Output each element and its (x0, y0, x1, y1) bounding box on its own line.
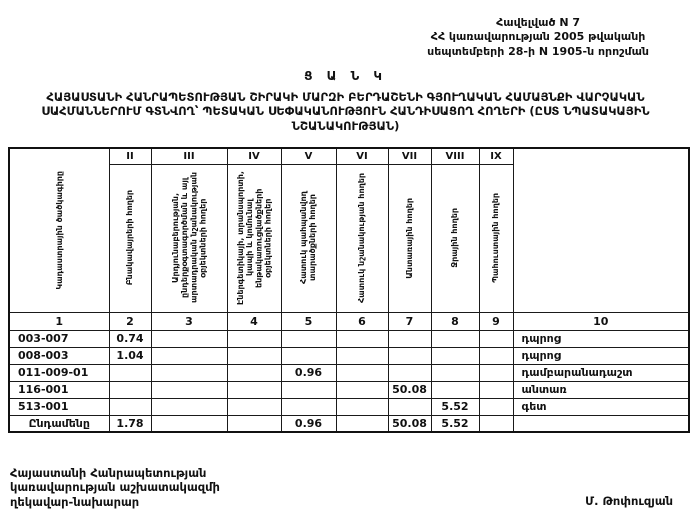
decree-line: ՀՀ կառավարության 2005 թվականի (430, 30, 646, 44)
index-cell: 1 (9, 312, 109, 330)
total-value-cell: 50.08 (388, 415, 431, 432)
cadastral-code-cell: 008-003 (9, 347, 109, 364)
note-cell: անտառ (513, 381, 689, 398)
list-heading: Ց Ա Ն Կ (304, 68, 387, 83)
numeral-ii: II (109, 148, 151, 164)
table-row (9, 330, 689, 347)
header-note-column (513, 148, 689, 312)
value-cell (227, 347, 281, 364)
header-protected-lands: Հատուկ պահպանվող տարածքների հողեր (281, 164, 336, 312)
table-row (9, 364, 689, 381)
signatory-title-block (10, 466, 220, 509)
total-label-cell: Ընդամենը (9, 415, 109, 432)
header-special-purpose-lands: Հատուկ նշանակության հողեր (336, 164, 388, 312)
value-cell (479, 347, 513, 364)
value-cell: 50.08 (388, 381, 431, 398)
value-cell: 5.52 (431, 398, 479, 415)
total-value-cell (336, 415, 388, 432)
value-cell (151, 381, 227, 398)
total-row (9, 415, 689, 432)
numeral-vi: VI (336, 148, 388, 164)
value-cell: 0.96 (281, 364, 336, 381)
index-cell: 9 (479, 312, 513, 330)
value-cell (227, 330, 281, 347)
numeral-ix: IX (479, 148, 513, 164)
cadastral-code-cell: 513-001 (9, 398, 109, 415)
value-cell: 1.04 (109, 347, 151, 364)
value-cell (388, 347, 431, 364)
numeral-iii: III (151, 148, 227, 164)
header-settlement-lands: Բնակավայրերի հողեր (109, 164, 151, 312)
index-cell: 3 (151, 312, 227, 330)
note-cell: դամբարանադաշտ (513, 364, 689, 381)
value-cell: 0.74 (109, 330, 151, 347)
header-infrastructure-lands: Էներգետիկայի, տրանսպորտի, կապի և կոմունալ ենթակառուցվածքների օբյեկտների հողեր (227, 164, 281, 312)
signature-name: Մ. Թոփուզյան (585, 493, 673, 508)
value-cell (336, 347, 388, 364)
index-cell: 6 (336, 312, 388, 330)
value-cell (281, 398, 336, 415)
value-cell (479, 330, 513, 347)
header-industrial-lands: Արդյունաբերության, ընդերքօգտագործման և այլ արտադրական նշանակության օբյեկտների հողեր (151, 164, 227, 312)
note-cell: գետ (513, 398, 689, 415)
value-cell (479, 381, 513, 398)
signatory-line: Հայաստանի Հանրապետության (10, 466, 207, 480)
value-cell (336, 364, 388, 381)
value-cell (281, 347, 336, 364)
cadastral-code-label: Կադաստրային ծածկագիրը (54, 170, 64, 290)
value-cell (336, 398, 388, 415)
total-value-cell: 0.96 (281, 415, 336, 432)
value-cell (431, 330, 479, 347)
value-cell (479, 364, 513, 381)
total-value-cell: 5.52 (431, 415, 479, 432)
index-cell: 7 (388, 312, 431, 330)
cadastral-code-cell: 011-009-01 (9, 364, 109, 381)
value-cell (431, 364, 479, 381)
note-cell: դպրոց (513, 347, 689, 364)
header-cadastral-code (9, 148, 109, 312)
value-cell (336, 381, 388, 398)
index-cell: 4 (227, 312, 281, 330)
value-cell (151, 330, 227, 347)
document-title: ՀԱՅԱՍՏԱՆԻ ՀԱՆՐԱՊԵՏՈՒԹՅԱՆ ՇԻՐԱԿԻ ՄԱՐԶԻ ԲԵՐԴԱՇԵՆԻ ԳՅՈՒՂԱԿԱՆ ՀԱՄԱՅՆՔԻ ՎԱՐՉԱԿԱՆ ՍԱՀՄԱՆՆԵՐՈՒՄ ԳՏՆՎՈՂ՝ ՊԵՏԱԿԱՆ ՍԵՓԱԿԱՆՈՒԹՅՈՒՆ ՀԱՆԴԻՍԱՑՈՂ ՀՈՂԵՐԻ (ԸՍՏ ՆՊԱՏԱԿԱՅԻՆ ՆՇԱՆԱԿՈՒԹՅԱՆ) (41, 89, 650, 133)
value-cell (388, 364, 431, 381)
total-value-cell (227, 415, 281, 432)
cadastral-code-cell: 003-007 (9, 330, 109, 347)
header-water-lands: Ջրային հողեր (431, 164, 479, 312)
value-cell (431, 381, 479, 398)
numeral-iv: IV (227, 148, 281, 164)
cadastral-code-cell: 116-001 (9, 381, 109, 398)
value-cell (388, 330, 431, 347)
header-reserve-lands: Պահուստային հողեր (479, 164, 513, 312)
value-cell (109, 398, 151, 415)
index-cell: 5 (281, 312, 336, 330)
total-value-cell: 1.78 (109, 415, 151, 432)
value-cell (227, 398, 281, 415)
value-cell (227, 364, 281, 381)
index-cell: 2 (109, 312, 151, 330)
table-row (9, 398, 689, 415)
value-cell (151, 347, 227, 364)
note-cell: դպրոց (513, 330, 689, 347)
appendix-line: Հավելված N 7 (496, 16, 581, 29)
index-cell: 10 (513, 312, 689, 330)
table-row (9, 347, 689, 364)
value-cell (281, 330, 336, 347)
value-cell (151, 364, 227, 381)
value-cell (388, 398, 431, 415)
appendix-reference (427, 16, 649, 59)
roman-numeral-row (9, 148, 689, 164)
value-cell (479, 398, 513, 415)
land-parcel-table (8, 147, 690, 433)
column-index-row (9, 312, 689, 330)
numeral-vii: VII (388, 148, 431, 164)
index-cell: 8 (431, 312, 479, 330)
numeral-viii: VIII (431, 148, 479, 164)
total-value-cell (151, 415, 227, 432)
decree-date-line: սեպտեմբերի 28-ի N 1905-ն որոշման (427, 44, 649, 58)
numeral-v: V (281, 148, 336, 164)
value-cell (336, 330, 388, 347)
value-cell (151, 398, 227, 415)
total-note-cell (513, 415, 689, 432)
signatory-line: կառավարության աշխատակազմի (10, 480, 220, 495)
footer (10, 466, 673, 509)
signatory-line: ղեկավար-նախարար (10, 494, 140, 509)
value-cell (431, 347, 479, 364)
table-row (9, 381, 689, 398)
total-value-cell (479, 415, 513, 432)
value-cell (227, 381, 281, 398)
value-cell (109, 381, 151, 398)
value-cell (109, 364, 151, 381)
value-cell (281, 381, 336, 398)
header-forest-lands: Անտառային հողեր (388, 164, 431, 312)
